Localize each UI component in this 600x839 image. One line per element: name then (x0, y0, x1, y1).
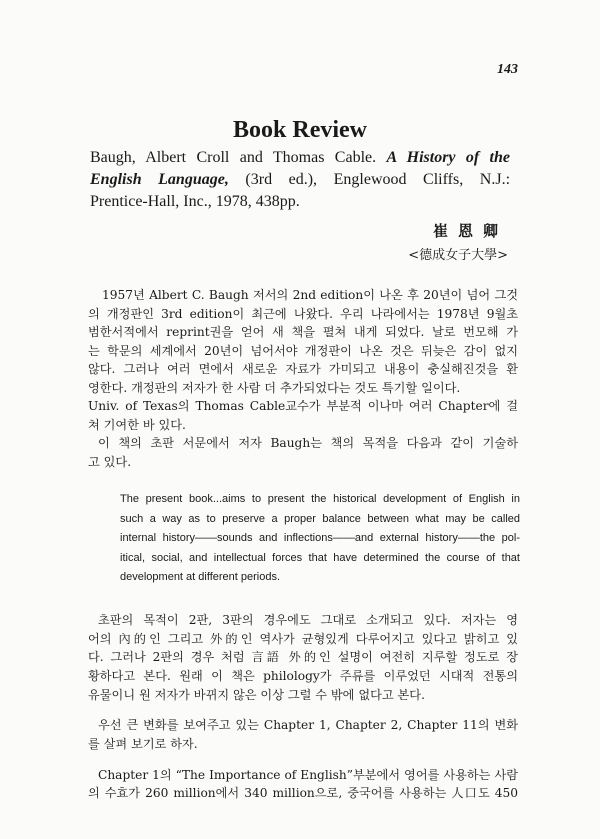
text-line: 고 있다. (88, 454, 132, 469)
text-line: 1957년 Albert C. Baugh 저서의 2nd edition이 나온 후 20년이 넘어 그것 (102, 288, 518, 302)
text-line: Univ. of Texas의 Thomas Cable교수가 부분적 이나마 여러 Chapter에 걸 (88, 399, 518, 413)
text-line: 우선 큰 변화를 보여주고 있는 Chapter 1, Chapter 2, Chapter 11의 변화 (98, 718, 518, 733)
text-line: 황하다고 본다. 원래 이 책은 philology가 주류를 이루었던 시대적 전통의 (88, 668, 518, 683)
text-line: 이 책의 초판 서문에서 저자 Baugh는 책의 목적을 다음과 같이 기술하 (98, 436, 518, 450)
text-line: 어의 內的인 그리고 外的인 역사가 균형있게 다루어지고 있다고 밝히고 있 (88, 631, 518, 646)
text-line: 초판의 목적이 2판, 3판의 경우에도 그대로 소개되고 있다. 저자는 영 (98, 613, 518, 628)
citation-line-1: Baugh, Albert Croll and Thomas Cable. A History of the (90, 149, 511, 166)
review-body-top (88, 286, 518, 471)
text-line: 의 개정판인 3rd edition이 최근에 나왔다. 우리 나라에서는 1978년 9월초 (88, 306, 518, 321)
book-citation (90, 147, 510, 213)
text-line: 범한서적에서 reprint권을 얻어 새 책을 펼쳐 내게 되었다. 날로 번모해 가 (88, 325, 518, 339)
paragraph-5 (88, 766, 518, 803)
citation-line-2: English Language, (3rd ed.), Englewood Cliffs, N.J.: (90, 171, 511, 188)
quote-line: internal history——sounds and inflections——and external history——the pol- (120, 532, 520, 544)
text-line: 는 학문의 세계에서 20년이 넘어서야 개정판이 나온 것은 뒤늦은 감이 없지 (88, 343, 518, 358)
quote-line: itical, social, and intellectual forces that have determined the course of that (120, 551, 520, 564)
reviewer-name: 崔恩卿 (432, 222, 508, 240)
text-line: 의 수효가 260 million에서 340 million으로, 중국어를 사용하는 人口도 450 (88, 786, 518, 801)
quote-line: The present book...aims to present the historical development of English in (120, 493, 520, 505)
paragraph-2 (88, 434, 518, 471)
reviewer-affiliation: <德成女子大學> (408, 248, 508, 263)
text-line: 유물이니 원 저자가 바뀌지 않은 이상 그럴 수 밖에 없다고 본다. (88, 687, 425, 702)
text-line: 다. 그러나 2판의 경우 처럼 言語 外的인 설명이 여전히 지루할 정도로 장 (88, 650, 518, 665)
text-line: Chapter 1의 “The Importance of English”부분에서 영어를 사용하는 사람 (98, 767, 518, 782)
citation-line-3: Prentice-Hall, Inc., 1978, 438pp. (90, 193, 300, 210)
review-body-bottom (88, 599, 518, 815)
paragraph-3 (88, 611, 518, 704)
text-line: 영한다. 개정판의 저자가 한 사람 더 추가되었다는 것도 특기할 일이다. (88, 380, 461, 395)
text-line: 를 살펴 보기로 하자. (88, 736, 198, 751)
block-quote (120, 490, 520, 588)
page-number: 143 (497, 62, 518, 77)
page-title: Book Review (233, 117, 367, 143)
text-line: 쳐 기여한 바 있다. (88, 417, 186, 432)
quote-line: development at different periods. (120, 571, 281, 583)
quote-line: such a way as to preserve a proper balance between what may be called (120, 512, 520, 525)
paragraph-1 (88, 286, 518, 434)
text-line: 않다. 그러나 여러 면에서 새로운 자료가 가미되고 내용이 충실해진것을 환 (88, 362, 518, 376)
paragraph-4 (88, 716, 518, 753)
